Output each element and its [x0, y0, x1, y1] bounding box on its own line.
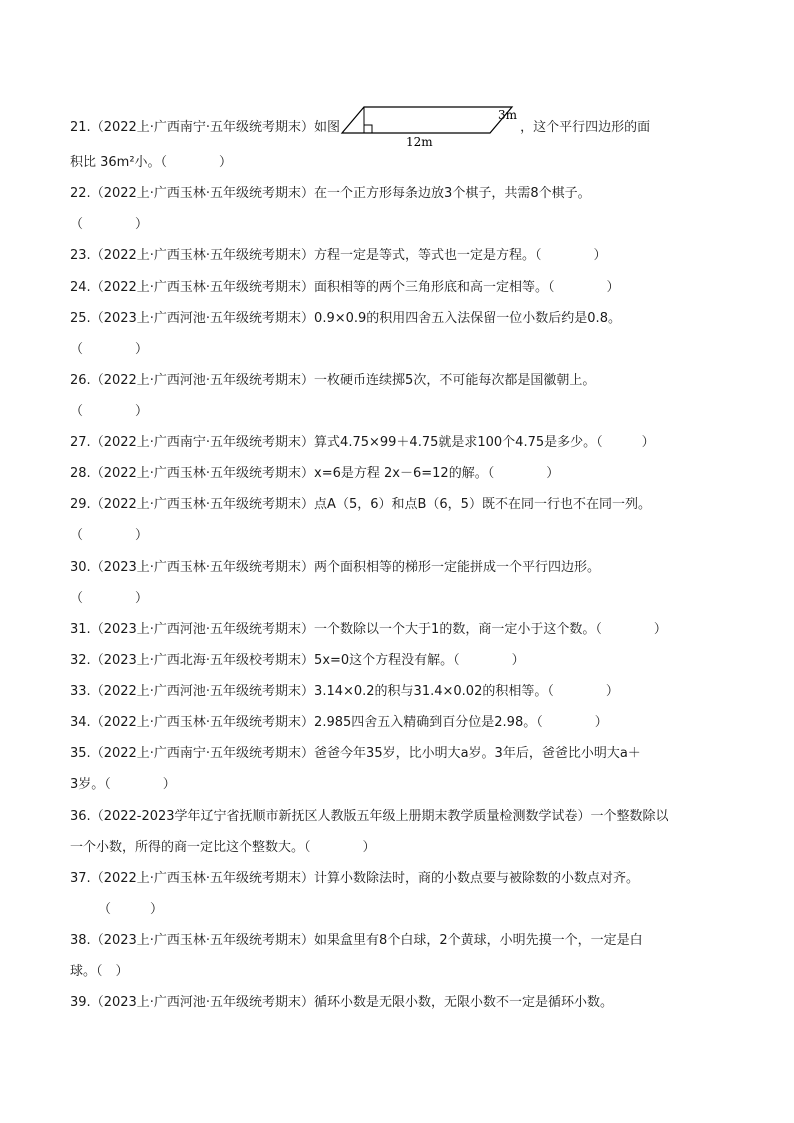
question-text: 一个数除以一个大于1的数，商一定小于这个数。（ ） — [314, 622, 667, 637]
question-text: 一个整数除以 — [590, 809, 669, 824]
question-29 — [70, 495, 730, 515]
question-text: 方程一定是等式，等式也一定是方程。（ ） — [314, 248, 607, 263]
question-source: （2023上·广西河池·五年级统考期末） — [90, 311, 315, 326]
question-source: （2022上·广西玉林·五年级统考期末） — [90, 280, 315, 295]
question-number: 32. — [70, 653, 91, 668]
question-source: （2022上·广西玉林·五年级统考期末） — [90, 497, 315, 512]
question-34 — [70, 713, 730, 733]
question-number: 28. — [70, 466, 91, 481]
question-30 — [70, 558, 730, 578]
question-source: （2023上·广西河池·五年级统考期末） — [90, 995, 315, 1010]
question-31 — [70, 620, 730, 640]
question-37 — [70, 869, 730, 889]
answer-blank: （ ） — [98, 902, 164, 917]
question-number: 27. — [70, 435, 91, 450]
base-label: 12m — [406, 135, 433, 149]
question-source: （2022上·广西南宁·五年级统考期末） — [90, 746, 315, 761]
question-source: （2023上·广西北海·五年级校考期末） — [90, 653, 315, 668]
question-number: 23. — [70, 248, 91, 263]
question-text: 一枚硬币连续掷5次，不可能每次都是国徽朝上。 — [314, 373, 596, 388]
question-number: 39. — [70, 995, 91, 1010]
question-source: （2023上·广西玉林·五年级统考期末） — [90, 933, 315, 948]
question-text: 算式4.75×99＋4.75就是求100个4.75是多少。（ ） — [314, 435, 655, 450]
question-number: 36. — [70, 809, 91, 824]
question-number: 30. — [70, 560, 91, 575]
question-text: 如果盒里有8个白球，2个黄球，小明先摸一个，一定是白 — [314, 933, 643, 948]
question-source: （2022上·广西南宁·五年级统考期末） — [90, 435, 315, 450]
question-36 — [70, 807, 730, 827]
answer-blank: （ ） — [70, 591, 149, 606]
question-text: 点A（5，6）和点B（6，5）既不在同一行也不在同一列。 — [314, 497, 651, 512]
question-source: （2022-2023学年辽宁省抚顺市新抚区人教版五年级上册期末教学质量检测数学试卷） — [90, 809, 591, 824]
question-text-cont: ，这个平行四边形的面 — [520, 120, 651, 135]
question-number: 22. — [70, 186, 91, 201]
question-25 — [70, 309, 730, 329]
side-label: 3m — [498, 108, 518, 122]
question-28 — [70, 464, 730, 484]
question-number: 26. — [70, 373, 91, 388]
question-27 — [70, 433, 730, 453]
question-21 — [70, 105, 730, 149]
question-number: 24. — [70, 280, 91, 295]
question-text: 5x=0这个方程没有解。（ ） — [314, 653, 525, 668]
question-33 — [70, 682, 730, 702]
question-38-continuation: 球。（ ） — [70, 964, 129, 979]
question-number: 21. — [70, 120, 91, 135]
question-number: 34. — [70, 715, 91, 730]
question-source: （2022上·广西南宁·五年级统考期末） — [90, 120, 315, 135]
question-26 — [70, 371, 730, 391]
question-source: （2023上·广西河池·五年级统考期末） — [90, 622, 315, 637]
question-source: （2022上·广西玉林·五年级统考期末） — [90, 186, 315, 201]
question-32 — [70, 651, 730, 671]
question-36-continuation: 一个小数，所得的商一定比这个整数大。（ ） — [70, 840, 376, 855]
question-21-continuation: 积比 36m²小。（ ） — [70, 155, 233, 170]
answer-blank: （ ） — [70, 404, 149, 419]
question-source: （2022上·广西河池·五年级统考期末） — [90, 684, 315, 699]
question-text: 两个面积相等的梯形一定能拼成一个平行四边形。 — [314, 560, 601, 575]
question-text: 计算小数除法时，商的小数点要与被除数的小数点对齐。 — [314, 871, 640, 886]
question-source: （2023上·广西玉林·五年级统考期末） — [90, 560, 315, 575]
question-35 — [70, 744, 730, 764]
question-text: 3.14×0.2的积与31.4×0.02的积相等。（ ） — [314, 684, 619, 699]
question-number: 33. — [70, 684, 91, 699]
question-text: 循环小数是无限小数，无限小数不一定是循环小数。 — [314, 995, 614, 1010]
parallelogram-figure — [342, 105, 518, 149]
question-39 — [70, 993, 730, 1013]
answer-blank: （ ） — [70, 342, 149, 357]
question-number: 35. — [70, 746, 91, 761]
question-text: x=6是方程 2x－6=12的解。（ ） — [314, 466, 560, 481]
question-number: 29. — [70, 497, 91, 512]
question-number: 38. — [70, 933, 91, 948]
question-source: （2022上·广西玉林·五年级统考期末） — [90, 715, 315, 730]
question-38 — [70, 931, 730, 951]
question-23 — [70, 246, 730, 266]
question-35-continuation: 3岁。（ ） — [70, 777, 176, 792]
question-number: 25. — [70, 311, 91, 326]
question-text: 面积相等的两个三角形底和高一定相等。（ ） — [314, 280, 620, 295]
question-source: （2022上·广西玉林·五年级统考期末） — [90, 466, 315, 481]
question-text: 2.985四舍五入精确到百分位是2.98。（ ） — [314, 715, 608, 730]
question-number: 31. — [70, 622, 91, 637]
question-text: 如图 — [314, 120, 341, 135]
question-source: （2022上·广西玉林·五年级统考期末） — [90, 248, 315, 263]
answer-blank: （ ） — [70, 217, 149, 232]
question-22 — [70, 184, 730, 204]
question-number: 37. — [70, 871, 91, 886]
question-text: 爸爸今年35岁，比小明大a岁。3年后，爸爸比小明大a＋ — [314, 746, 641, 761]
question-source: （2022上·广西河池·五年级统考期末） — [90, 373, 315, 388]
question-24 — [70, 278, 730, 298]
answer-blank: （ ） — [70, 528, 149, 543]
question-source: （2022上·广西玉林·五年级统考期末） — [90, 871, 315, 886]
question-text: 0.9×0.9的积用四舍五入法保留一位小数后约是0.8。 — [314, 311, 621, 326]
question-text: 在一个正方形每条边放3个棋子，共需8个棋子。 — [314, 186, 591, 201]
